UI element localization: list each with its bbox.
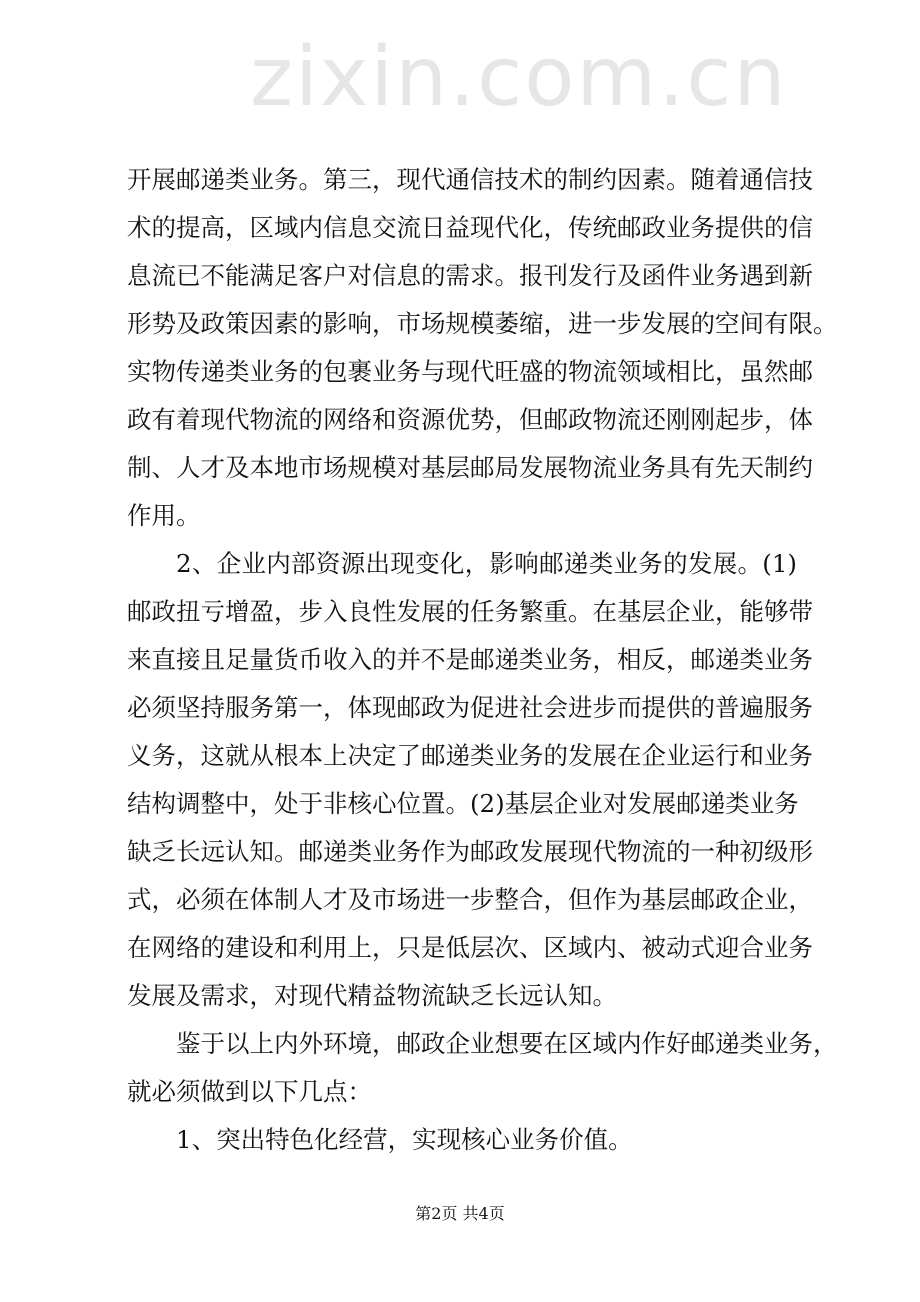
- paragraph-1-line: 开展邮递类业务。第三，现代通信技术的制约因素。随着通信技: [127, 165, 813, 194]
- watermark: zixin.com.cn: [250, 30, 788, 125]
- paragraph-3-line: 鉴于以上内外环境，邮政企业想要在区域内作好邮递类业务，: [176, 1029, 838, 1058]
- paragraph-2-line: 邮政扭亏增盈，步入良性发展的任务繁重。在基层企业，能够带: [127, 597, 813, 626]
- paragraph-1-line: 术的提高，区域内信息交流日益现代化，传统邮政业务提供的信: [127, 213, 813, 242]
- paragraph-2-line: 结构调整中，处于非核心位置。(2)基层企业对发展邮递类业务: [127, 789, 799, 818]
- paragraph-2-line: 在网络的建设和利用上，只是低层次、区域内、被动式迎合业务: [127, 933, 813, 962]
- paragraph-2-line: 缺乏长远认知。邮递类业务作为邮政发展现代物流的一种初级形: [127, 837, 813, 866]
- paragraph-1-line: 政有着现代物流的网络和资源优势，但邮政物流还刚刚起步，体: [127, 405, 813, 434]
- paragraph-1-line: 作用。: [127, 501, 201, 530]
- paragraph-1-line: 制、人才及本地市场规模对基层邮局发展物流业务具有先天制约: [127, 453, 813, 482]
- paragraph-2-line: 式，必须在体制人才及市场进一步整合，但作为基层邮政企业，: [127, 885, 813, 914]
- paragraph-1-line: 实物传递类业务的包裹业务与现代旺盛的物流领域相比，虽然邮: [127, 357, 813, 386]
- paragraph-2-line: 发展及需求，对现代精益物流缺乏长远认知。: [127, 981, 617, 1010]
- paragraph-2-line: 义务，这就从根本上决定了邮递类业务的发展在企业运行和业务: [127, 741, 813, 770]
- page-footer: 第2页 共4页: [415, 1204, 505, 1223]
- paragraph-4-line: 1、突出特色化经营，实现核心业务价值。: [176, 1125, 633, 1154]
- paragraph-1-line: 形势及政策因素的影响，市场规模萎缩，进一步发展的空间有限。: [127, 309, 838, 338]
- paragraph-2-line: 2、企业内部资源出现变化，影响邮递类业务的发展。(1): [176, 549, 797, 578]
- paragraph-2-line: 来直接且足量货币收入的并不是邮递类业务，相反，邮递类业务: [127, 645, 813, 674]
- paragraph-1-line: 息流已不能满足客户对信息的需求。报刊发行及函件业务遇到新: [127, 261, 813, 290]
- paragraph-3-line: 就必须做到以下几点：: [127, 1077, 372, 1106]
- paragraph-2-line: 必须坚持服务第一，体现邮政为促进社会进步而提供的普遍服务: [127, 693, 813, 722]
